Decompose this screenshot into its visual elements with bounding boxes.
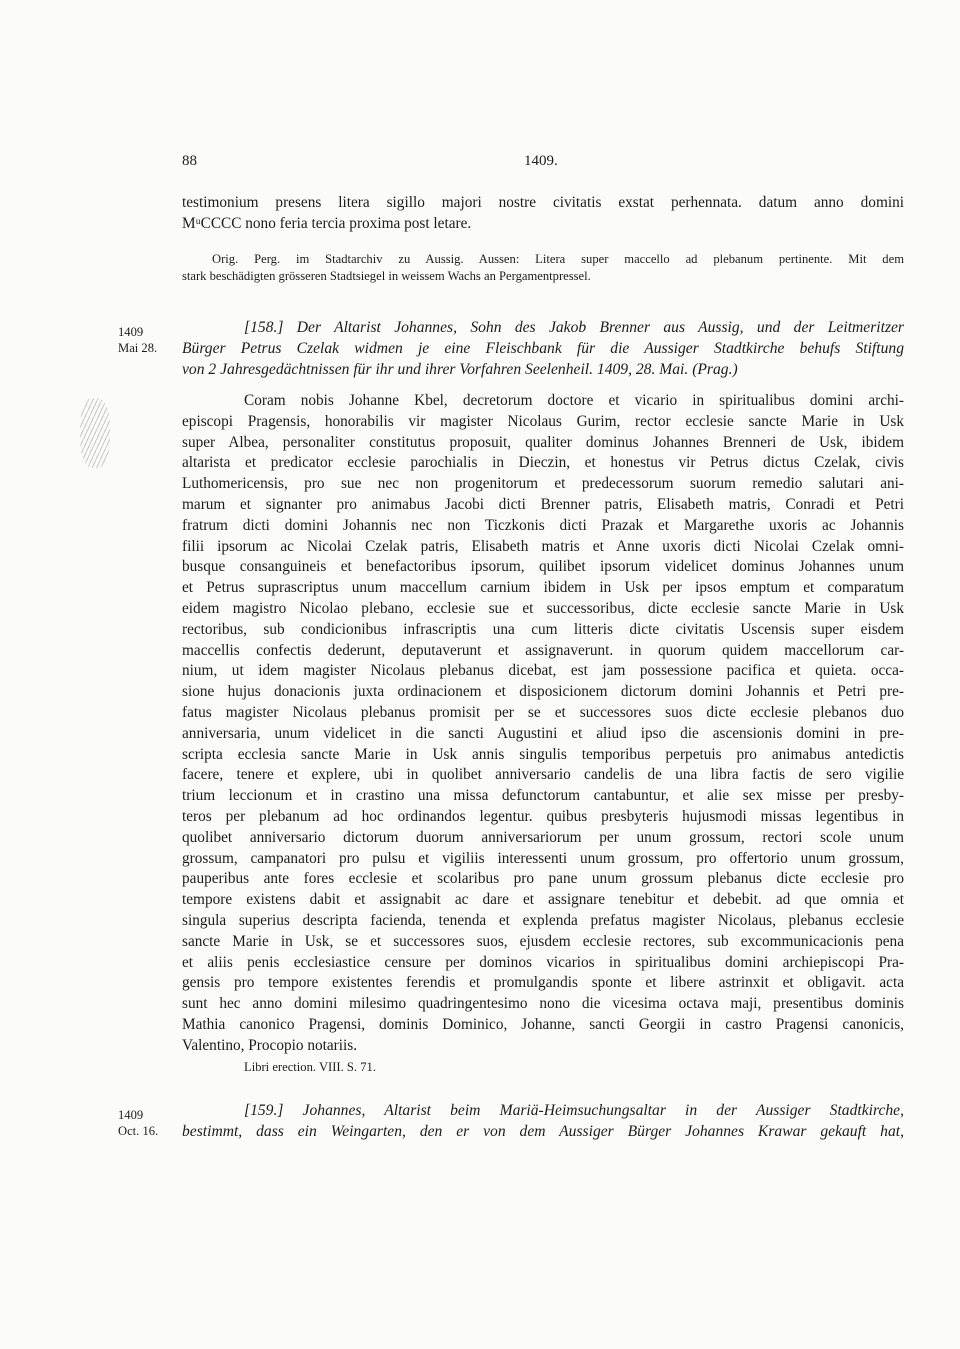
heading-159-line-2: bestimmt, dass ein Weingarten, den er von dem Aussiger Bürger Johannes Krawar gekauft hat,: [182, 1123, 904, 1140]
body-line: super Albea, personaliter constitutus proposuit, qualiter dominus Johannes Brenneri de Usk, ibidem: [182, 433, 904, 451]
body-line: quolibet anniversario dictorum duorum anniversariorum per unum grossum, rectori scole unum: [182, 828, 904, 846]
heading-158-line-2: Bürger Petrus Czelak widmen je eine Fleischbank für die Aussiger Stadtkirche behufs Stiftung: [182, 340, 904, 357]
body-line: altarista et predicator ecclesie parochialis in Dieczin, et honestus vir Petrus dictus Czelak, civis: [182, 454, 904, 472]
body-line: singula superius descripta facienda, tenenda et explenda prefatus magister Nicolaus, plebanus ecclesie: [182, 912, 904, 929]
body-line: scripta ecclesia sancte Marie in Usk annis singulis temporibus perpetuis pro animabus antedictis: [182, 745, 904, 763]
body-line: teros per plebanum ad hoc ordinandos legentur. quibus presbyteris hujusmodi missas legentibus in: [182, 808, 904, 825]
body-line: pauperibus ante fores ecclesie et scolaribus pro pane unum grossum plebanus dicte ecclesie pro: [182, 870, 904, 888]
running-year: 1409.: [524, 153, 558, 169]
body-line: maccellis confectis dederunt, deputaverunt et assignaverunt. in quorum quidem maccellorum car-: [182, 641, 904, 659]
body-line: trium leccionum et in crastino una missa defunctorum cantabuntur, et alie sex misse per presby-: [182, 787, 904, 805]
source-note-line-1: Orig. Perg. im Stadtarchiv zu Aussig. Aussen: Litera super maccello ad plebanum pertinente. Mit dem: [212, 252, 904, 266]
body-line: fatus magister Nicolaus plebanus promisit per se et successores suos dicte ecclesie plebanos duo: [182, 704, 904, 721]
body-line: episcopi Pragensis, honorabilis vir magister Nicolaus Gurim, rector ecclesie sancte Marie in Usk: [182, 412, 904, 430]
margin-year-158: 1409: [118, 325, 144, 339]
body-line: et Petrus suprascriptus unum maccellum carnium ibidem in Usk per ipsos emptum et comparatum: [182, 579, 904, 597]
body-line: filii ipsorum ac Nicolai Czelak patris, Elisabeth matris et Anne uxoris dicti Nicolai Czelak omni-: [182, 537, 904, 555]
heading-158-line-3: von 2 Jahresgedächtnissen für ihr und ihrer Vorfahren Seelenheil. 1409, 28. Mai. (Prag.): [182, 361, 738, 378]
margin-date-159: Oct. 16.: [118, 1124, 159, 1138]
body-line: rectoribus, sub condicionibus infrascriptis una cum litteris dicte civitatis Uscensis super eisdem: [182, 620, 904, 638]
body-line: Mathia canonico Pragensi, dominis Dominico, Johanne, sancti Georgii in castro Pragensi canonicis,: [182, 1016, 904, 1033]
heading-159-line-1: [159.] Johannes, Altarist beim Mariä-Heimsuchungsaltar in der Aussiger Stadtkirche,: [244, 1102, 904, 1119]
body-line: anniversaria, unum videlicet in die sancti Augustini et aliud ipso die ascensionis domini in pre-: [182, 724, 904, 742]
body-line: fratrum dicti domini Johannis nec non Ticzkonis dicti Prazak et Margarethe uxoris ac Johannis: [182, 516, 904, 534]
body-line: Valentino, Procopio notariis.: [182, 1036, 358, 1054]
margin-year-159: 1409: [118, 1108, 144, 1122]
margin-date-158: Mai 28.: [118, 341, 158, 355]
body-line: gensis pro tempore existentes ferendis et promulgandis sponte et libere astrinxit et obligavit. acta: [182, 974, 904, 992]
body-line: et aliis penis ecclesiastice censure per dominos vicarios in spiritualibus domini archiepiscopi Pra-: [182, 953, 904, 971]
body-line: sione hujus donacionis juxta ordinacionem et disposicionem dictorum domini Johannis et Petri pre-: [182, 683, 904, 701]
body-line: sunt hec anno domini milesimo quadringentesimo nono die vicesima octava maji, presentibus dominis: [182, 995, 904, 1013]
source-note-line-2: stark beschädigten grösseren Stadtsiegel in weissem Wachs an Pergamentpressel.: [182, 269, 591, 283]
body-line: busque consanguineis et benefactoribus ipsorum, quilibet ipsorum videlicet dominus Johannes unum: [182, 558, 904, 576]
page-number: 88: [182, 153, 197, 169]
body-line: tempore existens dabit et assignabit ac dare et assignare tenebitur et debebit. ad que omnia et: [182, 891, 904, 909]
source-158: Libri erection. VIII. S. 71.: [244, 1060, 376, 1074]
body-line: Luthomericensis, pro sue nec non progenitorum et predecessorum suorum remedio salutari ani-: [182, 475, 904, 493]
body-line: eidem magistro Nicolao plebano, ecclesie sue et successoribus, dicte ecclesie sancte Marie in Usk: [182, 600, 904, 617]
heading-158-line-1: [158.] Der Altarist Johannes, Sohn des Jakob Brenner aus Aussig, und der Leitmeritzer: [244, 319, 904, 336]
body-line: facere, tenere et explere, ubi in quolibet anniversario candelis de una libra factis de sero vigilie: [182, 766, 904, 784]
body-line: marum et signanter pro animabus Jacobi dicti Brenner patris, Elisabeth matris, Conradi et Petri: [182, 496, 904, 513]
body-line: grossum, campanatori pro pulsu et vigiliis interessenti unum grossum, pro offertorio unum grossum,: [182, 849, 904, 867]
opening-line-1: testimonium presens litera sigillo majori nostre civitatis exstat perhennata. datum anno domini: [182, 194, 904, 211]
scan-smudge: [80, 398, 110, 468]
body-line: sancte Marie in Usk, se et successores suos, ejusdem ecclesie rectores, sub excommunicacionis pena: [182, 932, 904, 950]
opening-line-2: MᵘCCCC nono feria tercia proxima post letare.: [182, 215, 472, 232]
body-line: Coram nobis Johanne Kbel, decretorum doctore et vicario in spiritualibus domini archi-: [244, 392, 904, 409]
body-line: nium, ut idem magister Nicolaus plebanus dicebat, est jam possessione pacifica et quieta. occa-: [182, 662, 904, 680]
